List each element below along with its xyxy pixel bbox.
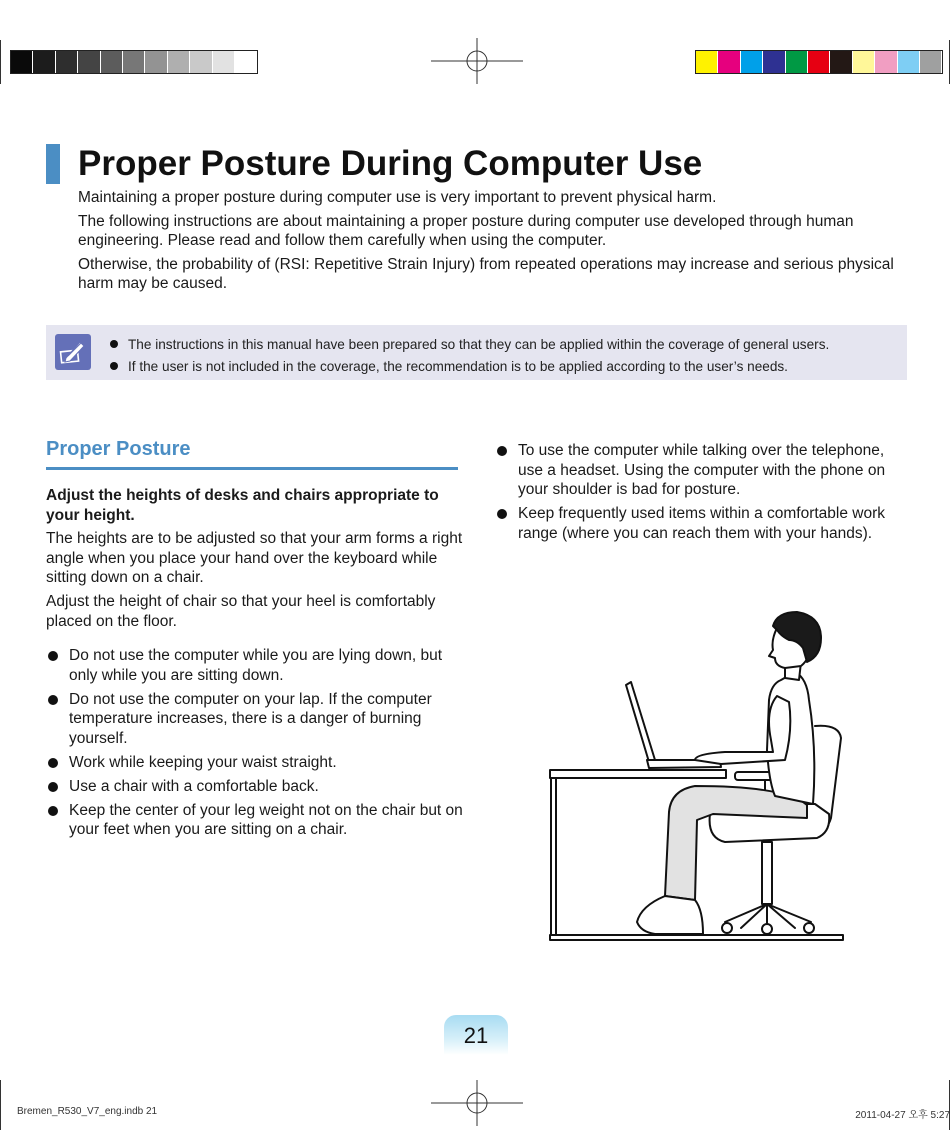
title-accent-bar bbox=[46, 144, 60, 184]
color-swatch bbox=[78, 51, 100, 73]
color-swatch bbox=[213, 51, 235, 73]
body-paragraph: Adjust the height of chair so that your heel is comfortably placed on the floor. bbox=[46, 593, 436, 630]
list-item: Do not use the computer on your lap. If the computer temperature increases, there is a danger of burning yourself. bbox=[46, 690, 466, 749]
color-swatch bbox=[101, 51, 123, 73]
registration-mark-top-icon bbox=[431, 38, 523, 84]
color-swatch bbox=[168, 51, 190, 73]
color-swatch bbox=[786, 51, 808, 73]
color-swatch bbox=[56, 51, 78, 73]
color-swatch bbox=[696, 51, 718, 73]
subheading: Adjust the heights of desks and chairs appropriate to your height. bbox=[46, 487, 439, 524]
posture-bullet-list bbox=[46, 646, 466, 840]
registration-mark-bottom-icon bbox=[431, 1080, 523, 1126]
note-list bbox=[108, 334, 829, 377]
right-bullet-list bbox=[495, 441, 907, 543]
left-column bbox=[46, 486, 466, 844]
intro-text bbox=[78, 188, 898, 298]
file-slug: Bremen_R530_V7_eng.indb 21 bbox=[17, 1106, 158, 1117]
color-swatch bbox=[920, 51, 942, 73]
section-title: Proper Posture bbox=[46, 438, 191, 460]
note-item: The instructions in this manual have been prepared so that they can be applied within the coverage of general users. bbox=[108, 334, 829, 356]
color-swatch bbox=[33, 51, 55, 73]
color-swatch bbox=[830, 51, 852, 73]
color-swatch bbox=[718, 51, 740, 73]
note-item: If the user is not included in the coverage, the recommendation is to be applied according to the user’s needs. bbox=[108, 356, 829, 378]
color-swatch bbox=[741, 51, 763, 73]
color-swatch bbox=[123, 51, 145, 73]
page-title: Proper Posture During Computer Use bbox=[78, 144, 703, 183]
color-swatch bbox=[235, 51, 257, 73]
pencil-note-icon bbox=[55, 334, 91, 370]
section-divider bbox=[46, 467, 458, 470]
color-swatch bbox=[853, 51, 875, 73]
color-swatch bbox=[763, 51, 785, 73]
intro-paragraph: Maintaining a proper posture during computer use is very important to prevent physical harm. bbox=[78, 189, 717, 206]
color-swatch bbox=[190, 51, 212, 73]
page-number: 21 bbox=[463, 1023, 489, 1048]
crop-mark-left-top bbox=[0, 40, 1, 84]
list-item: Use a chair with a comfortable back. bbox=[46, 777, 466, 797]
color-swatch bbox=[145, 51, 167, 73]
date-slug: 2011-04-27 오후 5:27 bbox=[855, 1110, 950, 1121]
note-box bbox=[46, 325, 907, 380]
crop-mark-left-bottom bbox=[0, 1080, 1, 1130]
list-item: Work while keeping your waist straight. bbox=[46, 753, 466, 773]
intro-paragraph: The following instructions are about maintaining a proper posture during computer use developed through human engineering. Please read and follow them carefully when using the computer. bbox=[78, 213, 854, 249]
body-paragraph: The heights are to be adjusted so that your arm forms a right angle when you place your hand over the keyboard while sitting down on a chair. bbox=[46, 530, 463, 586]
list-item: Do not use the computer while you are lying down, but only while you are sitting down. bbox=[46, 646, 466, 685]
color-swatch bbox=[808, 51, 830, 73]
right-column bbox=[495, 441, 907, 548]
list-item: Keep the center of your leg weight not on the chair but on your feet when you are sitting on a chair. bbox=[46, 801, 466, 840]
process-color-bar bbox=[695, 50, 943, 74]
color-swatch bbox=[11, 51, 33, 73]
grayscale-color-bar bbox=[10, 50, 258, 74]
list-item: Keep frequently used items within a comfortable work range (where you can reach them with your hands). bbox=[495, 504, 907, 543]
intro-paragraph: Otherwise, the probability of (RSI: Repetitive Strain Injury) from repeated operations may increase and serious physical harm may be caused. bbox=[78, 256, 894, 292]
seated-posture-illustration bbox=[545, 600, 855, 945]
color-swatch bbox=[898, 51, 920, 73]
list-item: To use the computer while talking over the telephone, use a headset. Using the computer with the phone on your shoulder is bad for posture. bbox=[495, 441, 907, 500]
color-swatch bbox=[875, 51, 897, 73]
